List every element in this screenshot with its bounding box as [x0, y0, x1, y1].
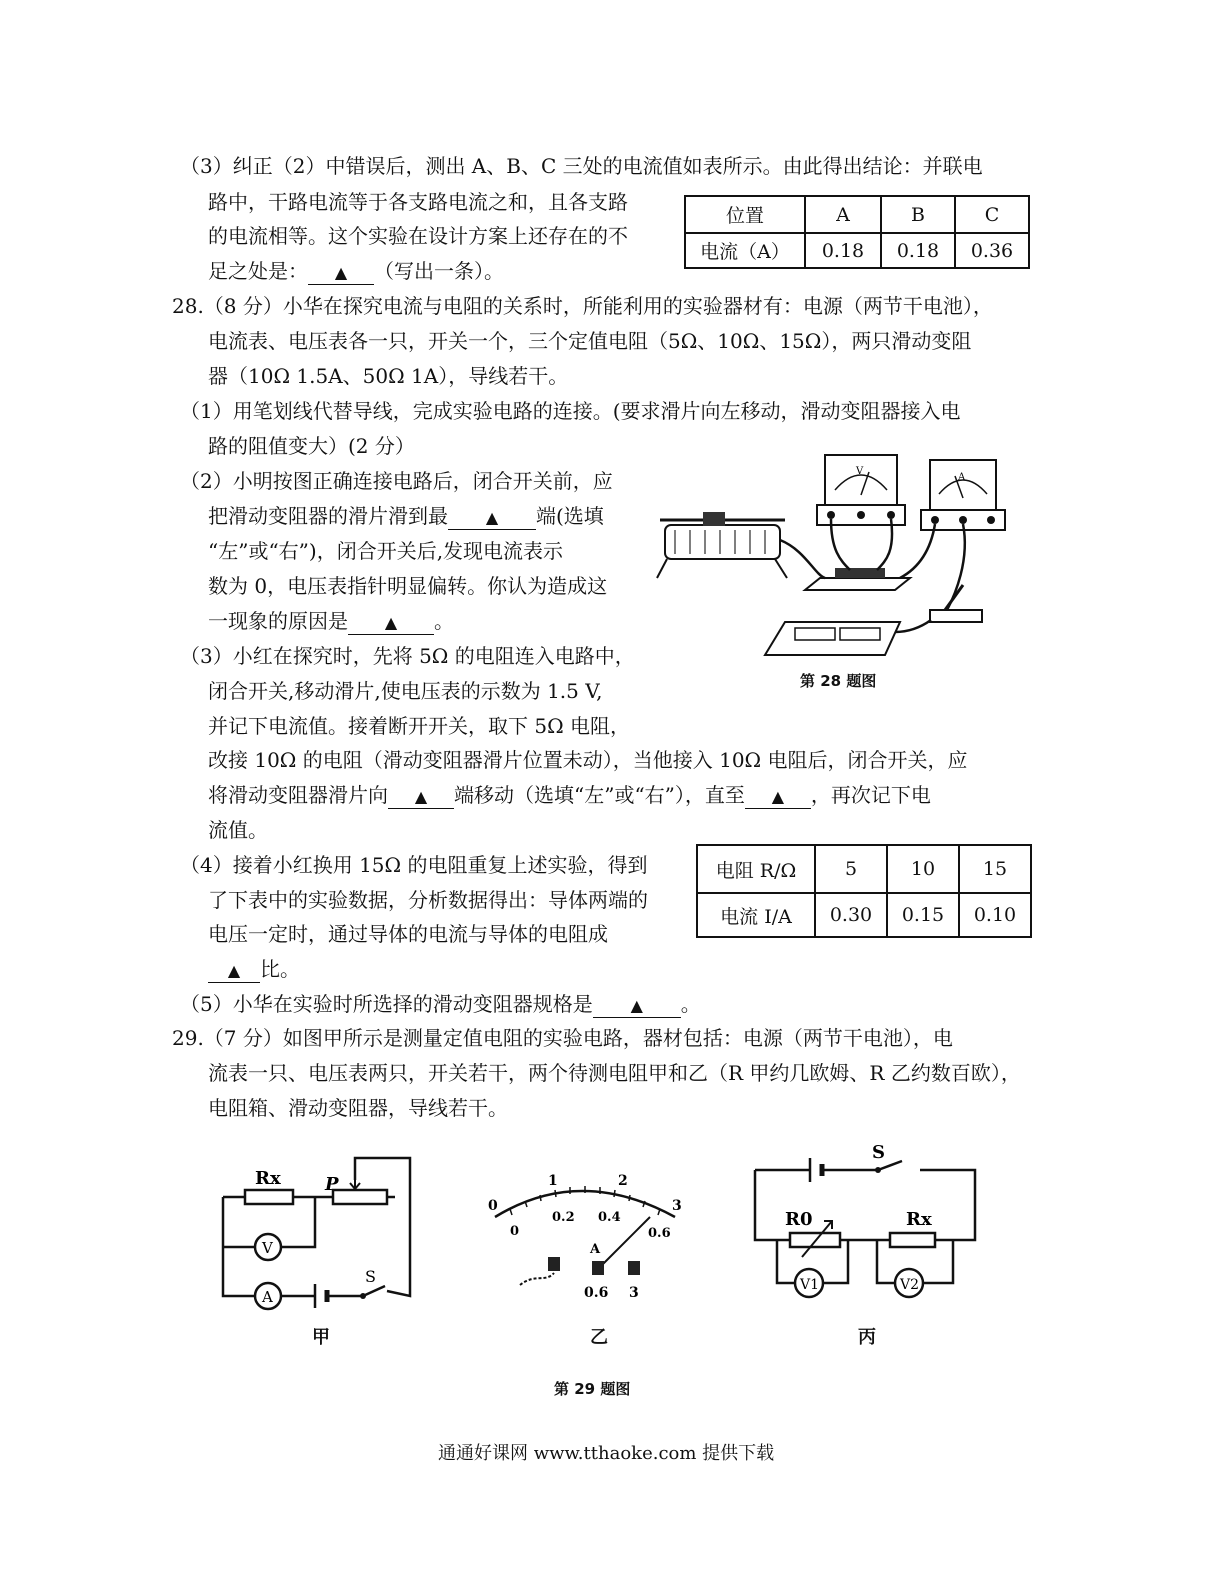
table-cell: 15: [959, 845, 1031, 893]
q28-part3-text: 端移动（选填“左”或“右”），直至: [454, 783, 745, 807]
q28-part2-line-3: “左”或“右”)，闭合开关后,发现电流表示: [208, 539, 564, 563]
label-v2: V2: [900, 1277, 920, 1293]
answer-blank[interactable]: [208, 958, 260, 983]
q28-part5-text: 。: [680, 992, 701, 1016]
label-rx: Rx: [255, 1168, 281, 1189]
q29-fig-b-label: 乙: [590, 1327, 608, 1348]
q28-part3-text: 将滑动变阻器滑片向: [208, 783, 388, 807]
q28-line-2: 电流表、电压表各一只，开关一个，三个定值电阻（5Ω、10Ω、15Ω），两只滑动变阻: [208, 329, 972, 353]
q28-line-3: 器（10Ω 1.5A、50Ω 1A），导线若干。: [208, 364, 569, 388]
table-cell: 位置: [685, 196, 805, 233]
blank-triangle: ▲: [485, 508, 499, 527]
q28-part4-line-3: 电压一定时，通过导体的电流与导体的电阻成: [208, 922, 608, 946]
q28-part2-line-5: [208, 607, 454, 635]
q28-part3-text: ，再次记下电: [810, 783, 931, 807]
q29-line-2: 流表一只、电压表两只，开关若干，两个待测电阻甲和乙（R 甲约几欧姆、R 乙约数百欧），: [208, 1061, 1021, 1085]
blank-triangle: ▲: [630, 996, 643, 1015]
label-v: V: [262, 1239, 273, 1257]
q28-part2-text: 把滑动变阻器的滑片滑到最: [208, 504, 448, 528]
table-cell: 0.15: [887, 893, 959, 937]
table-cell: 0.10: [959, 893, 1031, 937]
q29-circuit-a: [205, 1150, 420, 1320]
q28-part2-text: 端(选填: [536, 504, 604, 528]
q28-data-table: [696, 844, 1032, 938]
table-cell: C: [955, 196, 1029, 233]
answer-blank[interactable]: [348, 610, 434, 635]
label-a: A: [262, 1288, 273, 1306]
dial-label-s06: 0.6: [648, 1226, 671, 1241]
q28-part2-line-1: （2）小明按图正确连接电路后，闭合开关前，应: [180, 469, 613, 493]
answer-blank[interactable]: [448, 505, 536, 530]
q28-apparatus-figure: [655, 450, 1015, 670]
q27-line-4: [208, 257, 504, 285]
voltmeter-icon: [817, 455, 905, 525]
q29-line-3: 电阻箱、滑动变阻器，导线若干。: [208, 1096, 508, 1120]
label-s: S: [872, 1142, 885, 1163]
q28-part3-line-3: 并记下电流值。接着断开开关，取下 5Ω 电阻，: [208, 714, 631, 738]
table-cell: 10: [887, 845, 959, 893]
battery-box-icon: [765, 622, 900, 655]
q28-line-1: 28.（8 分）小华在探究电流与电阻的关系时，所能利用的实验器材有：电源（两节干电池），: [172, 294, 993, 318]
terminal-icon: [548, 1257, 640, 1275]
blank-triangle: ▲: [384, 613, 398, 632]
terminal-label-3: 3: [629, 1285, 639, 1301]
q28-part2-text: 一现象的原因是: [208, 609, 348, 633]
q27-line-4-text: 足之处是：: [208, 259, 308, 283]
dial-label-3: 3: [672, 1198, 682, 1214]
dial-label-s02: 0.2: [552, 1210, 575, 1225]
q28-part3-line-2: 闭合开关,移动滑片,使电压表的示数为 1.5 V,: [208, 679, 603, 703]
answer-blank[interactable]: [308, 260, 374, 285]
table-cell: 0.30: [815, 893, 887, 937]
q29-ammeter-dial: [480, 1165, 695, 1305]
rheostat-icon: [657, 512, 787, 578]
label-v1: V1: [800, 1277, 820, 1293]
q29-fig-c-label: 丙: [858, 1327, 876, 1348]
table-cell: 电阻 R/Ω: [697, 845, 815, 893]
blank-triangle: ▲: [771, 787, 785, 806]
blank-triangle: ▲: [334, 263, 348, 282]
answer-blank[interactable]: [388, 784, 454, 809]
table-cell: 电流 I/A: [697, 893, 815, 937]
q28-part3-line-1: （3）小红在探究时，先将 5Ω 的电阻连入电路中，: [180, 644, 635, 668]
label-s: S: [365, 1267, 376, 1286]
q29-circuit-c: [750, 1133, 985, 1323]
dial-label-a: A: [590, 1242, 601, 1257]
q28-part4-line-2: 了下表中的实验数据，分析数据得出：导体两端的: [208, 888, 648, 912]
q28-part2-text: 。: [434, 609, 454, 633]
label-r0: R0: [785, 1209, 813, 1230]
table-cell: 0.36: [955, 233, 1029, 268]
q28-part2-line-4: 数为 0，电压表指针明显偏转。你认为造成这: [208, 574, 608, 598]
table-cell: 5: [815, 845, 887, 893]
q28-figure-caption: 第 28 题图: [800, 672, 877, 690]
dial-label-s0: 0: [510, 1224, 520, 1239]
table-cell: A: [805, 196, 881, 233]
blank-triangle: ▲: [227, 961, 241, 980]
q27-line-4-tail: （写出一条）。: [374, 259, 504, 283]
q28-part4-line-1: （4）接着小红换用 15Ω 的电阻重复上述实验，得到: [180, 853, 648, 877]
terminal-label-06: 0.6: [584, 1285, 609, 1301]
dial-label-2: 2: [618, 1173, 628, 1189]
q28-part5-text: （5）小华在实验时所选择的滑动变阻器规格是: [180, 992, 593, 1016]
q27-line-3: 的电流相等。这个实验在设计方案上还存在的不: [208, 224, 628, 248]
dial-label-1: 1: [548, 1173, 558, 1189]
q29-line-1: 29.（7 分）如图甲所示是测量定值电阻的实验电路，器材包括：电源（两节干电池），电: [172, 1026, 953, 1050]
page-footer: 通通好课网 www.tthaoke.com 提供下载: [438, 1443, 775, 1464]
answer-blank[interactable]: [593, 993, 681, 1018]
q29-fig-a-label: 甲: [312, 1327, 330, 1348]
q28-part2-line-2: [208, 502, 604, 530]
table-cell: 0.18: [805, 233, 881, 268]
svg-text:V: V: [856, 466, 864, 477]
dial-label-s04: 0.4: [598, 1210, 621, 1225]
q27-line-1: （3）纠正（2）中错误后，测出 A、B、C 三处的电流值如表所示。由此得出结论：并联电: [180, 154, 983, 178]
q28-part3-line-4: 改接 10Ω 的电阻（滑动变阻器滑片位置未动），当他接入 10Ω 电阻后，闭合开关，应: [208, 748, 968, 772]
q29-figure-caption: 第 29 题图: [554, 1380, 631, 1398]
answer-blank[interactable]: [745, 784, 811, 809]
dial-label-0: 0: [488, 1198, 498, 1214]
svg-text:A: A: [958, 472, 966, 483]
q28-part1-line-2: 路的阻值变大）(2 分）: [208, 434, 415, 458]
q28-part4-line-4: [208, 955, 300, 983]
q28-part1-line-1: （1）用笔划线代替导线，完成实验电路的连接。(要求滑片向左移动，滑动变阻器接入电: [180, 399, 961, 423]
ammeter-icon: [921, 460, 1005, 530]
table-cell: 0.18: [881, 233, 955, 268]
label-rx: Rx: [906, 1209, 932, 1230]
blank-triangle: ▲: [414, 787, 428, 806]
q28-part5-line: [180, 990, 701, 1018]
table-cell: B: [881, 196, 955, 233]
q28-part4-text: 比。: [260, 957, 300, 981]
q28-part3-line-5: [208, 781, 931, 809]
label-p: P: [325, 1174, 339, 1195]
q28-part3-line-6: 流值。: [208, 818, 268, 842]
table-cell: 电流（A）: [685, 233, 805, 268]
q27-current-table: [684, 195, 1030, 269]
resistor-board-icon: [805, 568, 910, 590]
q27-line-2: 路中，干路电流等于各支路电流之和，且各支路: [208, 190, 628, 214]
